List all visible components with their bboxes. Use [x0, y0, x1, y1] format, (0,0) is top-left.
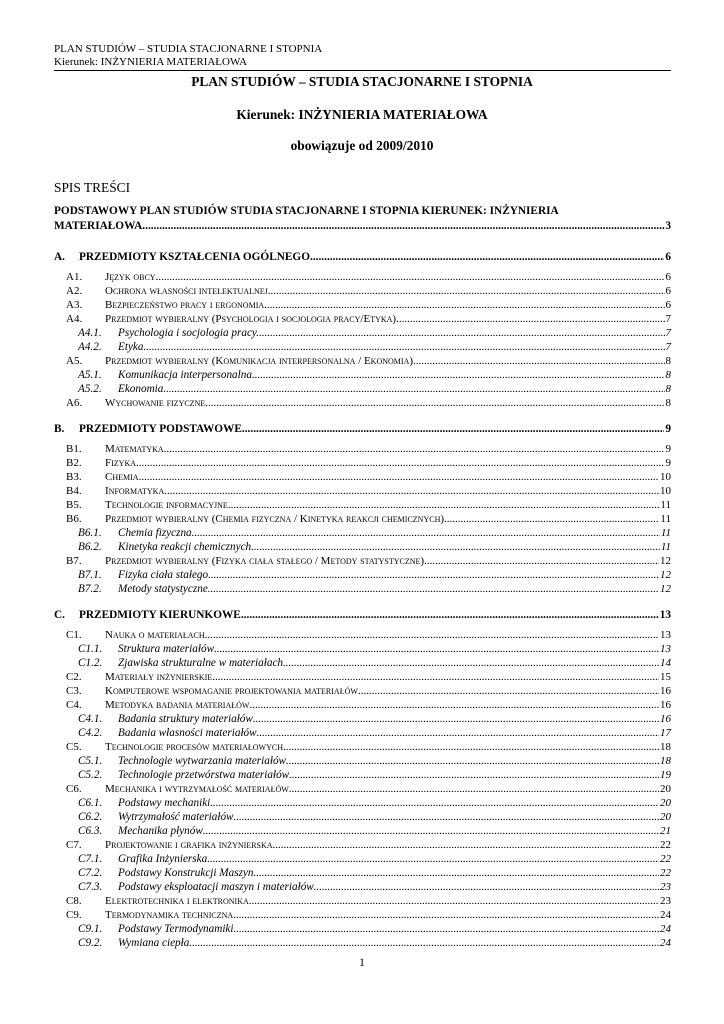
toc-entry-code: B2.: [66, 457, 82, 469]
toc-entry-code: C9.1.: [78, 923, 103, 935]
dot-leader: [208, 568, 659, 582]
toc-entry-code: C2.: [66, 671, 82, 683]
toc-entry-page: 11: [660, 541, 671, 553]
toc-entry-label: Ochrona własności intelektualnej: [105, 285, 268, 297]
toc-entry-page: 6: [665, 299, 671, 311]
toc-entry[interactable]: [54, 354, 671, 368]
toc-entry-code: C5.1.: [78, 755, 103, 767]
toc-entry-page: 9: [665, 457, 671, 469]
toc-entry-label: Zjawiska strukturalne w materiałach: [118, 657, 284, 669]
toc-entry-code: C7.2.: [78, 867, 103, 879]
dot-leader: [210, 796, 659, 810]
dot-leader: [234, 810, 660, 824]
toc-entry-page: 8: [665, 355, 671, 367]
toc-entry[interactable]: [54, 740, 671, 754]
toc-entry-plan-line1: PODSTAWOWY PLAN STUDIÓW STUDIA STACJONARNE I STOPNIA KIERUNEK: INŻYNIERIA: [54, 205, 559, 217]
toc-entry-code: A4.1.: [78, 327, 102, 339]
toc-entry[interactable]: [54, 498, 671, 512]
toc-entry-code: C4.1.: [78, 713, 103, 725]
toc-entry-plan-page: 3: [665, 220, 671, 232]
toc-entry-page: 7: [665, 327, 671, 339]
toc-entry[interactable]: [54, 554, 671, 568]
toc-entry-code: B3.: [66, 471, 82, 483]
dot-leader: [212, 670, 659, 684]
toc-entry-code: C6.3.: [78, 825, 103, 837]
toc-entry-label: Wychowanie fizyczne: [105, 397, 206, 409]
toc-entry-code: C7.3.: [78, 881, 103, 893]
toc-entry-page: 6: [665, 271, 671, 283]
toc-entry-label: Matematyka: [105, 443, 164, 455]
toc-entry-label: Nauka o materiałach: [105, 629, 205, 641]
running-header-title: PLAN STUDIÓW – STUDIA STACJONARNE I STOPNIA: [54, 43, 323, 55]
toc-entry-code: B4.: [66, 485, 82, 497]
dot-leader: [207, 852, 659, 866]
toc-entry-label: Metody statystyczne: [118, 583, 208, 595]
toc-entry-code: A4.2.: [78, 341, 102, 353]
dot-leader: [358, 684, 659, 698]
toc-entry-page: 9: [665, 423, 671, 435]
toc-entry[interactable]: [54, 326, 671, 340]
toc-entry-page: 11: [660, 499, 671, 511]
dot-leader: [249, 894, 659, 908]
dot-leader: [289, 768, 659, 782]
toc-entry-label: Termodynamika techniczna: [105, 909, 234, 921]
toc-entry-page: 14: [660, 657, 671, 669]
toc-entry-plan-line2: MATERIAŁOWA: [54, 220, 143, 232]
dot-leader: [242, 422, 664, 436]
toc-entry-label: Technologie procesów materiałowych: [105, 741, 283, 753]
toc-entry-label: Technologie informacyjne: [105, 499, 228, 511]
toc-entry-code: B6.: [66, 513, 82, 525]
toc-entry[interactable]: [54, 312, 671, 326]
toc-entry[interactable]: [54, 754, 671, 768]
toc-entry[interactable]: [54, 670, 671, 684]
dot-leader: [163, 382, 664, 396]
toc-entry[interactable]: [54, 442, 671, 456]
toc-entry[interactable]: [54, 782, 671, 796]
dot-leader: [139, 470, 659, 484]
toc-entry[interactable]: [54, 908, 671, 922]
toc-entry-code: A6.: [66, 397, 83, 409]
toc-entry-label: Przedmiot wybieralny (Psychologia i socjologia pracy/Etyka): [105, 313, 397, 325]
toc-entry-label: Przedmiot wybieralny (Chemia fizyczna / Kinetyka reakcji chemicznych): [105, 513, 445, 525]
document-validity: obowiązuje od 2009/2010: [290, 138, 434, 153]
toc-entry-label: Informatyka: [105, 485, 165, 497]
toc-entry-page: 19: [660, 769, 671, 781]
document-title: PLAN STUDIÓW – STUDIA STACJONARNE I STOPNIA: [191, 74, 533, 89]
toc-entry-page: 24: [660, 923, 671, 935]
toc-entry-label: Chemia: [105, 471, 139, 483]
toc-entry-code: B6.1.: [78, 527, 102, 539]
toc-entry-page: 12: [660, 555, 671, 567]
toc-entry-code: C.: [54, 609, 65, 621]
toc-entry-label: Kinetyka reakcji chemicznych: [118, 541, 252, 553]
dot-leader: [164, 442, 665, 456]
toc-entry-code: B7.1.: [78, 569, 102, 581]
toc-entry-label: Badania własności materiałów: [118, 727, 257, 739]
toc-entry[interactable]: [54, 838, 671, 852]
toc-entry[interactable]: [54, 642, 671, 656]
toc-entry-label: Mechanika płynów: [118, 825, 203, 837]
dot-leader: [416, 354, 665, 368]
toc-heading: SPIS TREŚCI: [54, 180, 131, 195]
toc-entry[interactable]: [54, 922, 671, 936]
toc-entry-label: PRZEDMIOTY KSZTAŁCENIA OGÓLNEGO: [79, 251, 310, 263]
toc-entry[interactable]: [54, 796, 671, 810]
toc-entry-page: 16: [660, 699, 671, 711]
toc-entry[interactable]: [54, 540, 671, 554]
toc-entry-label: Materiały inżynierskie: [105, 671, 213, 683]
toc-entry[interactable]: [54, 382, 671, 396]
toc-entry[interactable]: [54, 810, 671, 824]
toc-entry[interactable]: [54, 284, 671, 298]
toc-entry-page: 23: [660, 881, 671, 893]
toc-entry-label: Podstawy eksploatacji maszyn i materiałów: [118, 881, 314, 893]
toc-entry-page: 22: [660, 867, 671, 879]
toc-entry-label: Chemia fizyczna: [118, 527, 192, 539]
toc-entry-label: Mechanika i wytrzymałość materiałów: [105, 783, 289, 795]
toc-entry-page: 12: [660, 569, 671, 581]
toc-entry[interactable]: [54, 456, 671, 470]
dot-leader: [241, 608, 659, 622]
toc-entry[interactable]: [54, 422, 671, 436]
toc-entry[interactable]: [54, 582, 671, 596]
toc-entry-plan[interactable]: [54, 204, 671, 234]
toc-entry-label: Struktura materiałów: [118, 643, 215, 655]
toc-entry[interactable]: [54, 526, 671, 540]
toc-entry-label: Wymiana ciepła: [118, 937, 190, 949]
dot-leader: [192, 526, 660, 540]
toc-entry[interactable]: [54, 484, 671, 498]
toc-entry[interactable]: [54, 250, 671, 264]
dot-leader: [189, 936, 659, 950]
toc-entry-page: 24: [660, 937, 671, 949]
toc-entry-code: C5.2.: [78, 769, 103, 781]
toc-entry-page: 8: [665, 397, 671, 409]
toc-entry-label: Bezpieczeństwo pracy i ergonomia: [105, 299, 265, 311]
toc-entry-code: C7.1.: [78, 853, 103, 865]
toc-entry-code: C1.1.: [78, 643, 103, 655]
toc-entry-code: C1.: [66, 629, 82, 641]
toc-entry-code: C6.2.: [78, 811, 103, 823]
toc-entry-label: Podstawy Konstrukcji Maszyn: [118, 867, 254, 879]
toc-entry-code: B5.: [66, 499, 82, 511]
toc-entry-code: C6.: [66, 783, 82, 795]
toc-entry[interactable]: [54, 656, 671, 670]
toc-entry-label: Technologie wytwarzania materiałów: [118, 755, 287, 767]
dot-leader: [164, 484, 659, 498]
toc-entry-label: Komunikacja interpersonalna: [118, 369, 252, 381]
dot-leader: [234, 922, 660, 936]
toc-entry[interactable]: [54, 368, 671, 382]
toc-entry-label: Przedmiot wybieralny (Fizyka ciała stałego / Metody statystyczne): [105, 555, 425, 567]
toc-entry-page: 8: [665, 383, 671, 395]
dot-leader: [264, 298, 664, 312]
toc-entry-label: PRZEDMIOTY PODSTAWOWE: [79, 423, 242, 435]
toc-entry-code: C7.: [66, 839, 82, 851]
toc-entry-page: 7: [665, 341, 671, 353]
toc-entry[interactable]: [54, 396, 671, 410]
toc-entry-page: 8: [665, 369, 671, 381]
toc-entry-page: 24: [660, 909, 671, 921]
dot-leader: [273, 838, 659, 852]
toc-entry-code: A3.: [66, 299, 83, 311]
toc-entry-page: 6: [665, 285, 671, 297]
toc-entry-label: Badania struktury materiałów: [118, 713, 253, 725]
toc-entry-label: Język obcy: [105, 271, 156, 283]
toc-entry-page: 21: [660, 825, 671, 837]
toc-entry[interactable]: [54, 340, 671, 354]
toc-entry-code: C1.2.: [78, 657, 103, 669]
toc-entry-code: A5.1.: [78, 369, 102, 381]
toc-entry[interactable]: [54, 608, 671, 622]
dot-leader: [444, 512, 659, 526]
toc-entry[interactable]: [54, 852, 671, 866]
toc-entry-label: Wytrzymałość materiałów: [118, 811, 234, 823]
toc-entry-code: A1.: [66, 271, 83, 283]
toc-entry-page: 10: [660, 485, 671, 497]
toc-entry-page: 20: [660, 797, 671, 809]
toc-entry-page: 15: [660, 671, 671, 683]
toc-entry[interactable]: [54, 568, 671, 582]
toc-entry-page: 13: [659, 609, 671, 621]
toc-entry-label: PRZEDMIOTY KIERUNKOWE: [79, 609, 241, 621]
toc-entry[interactable]: [54, 712, 671, 726]
toc-entry[interactable]: [54, 698, 671, 712]
toc-entry-page: 9: [665, 443, 671, 455]
toc-entry[interactable]: [54, 684, 671, 698]
toc-entry-code: B7.: [66, 555, 82, 567]
toc-entry-page: 22: [660, 853, 671, 865]
toc-entry-label: Grafika Inżynierska: [118, 853, 208, 865]
toc-entry-label: Psychologia i socjologia pracy.: [118, 327, 260, 339]
dot-leader: [214, 642, 659, 656]
toc-entry-code: C6.1.: [78, 797, 103, 809]
dot-leader: [283, 740, 659, 754]
toc-entry[interactable]: [54, 470, 671, 484]
dot-leader: [205, 628, 659, 642]
toc-entry-code: A5.2.: [78, 383, 102, 395]
toc-entry-code: C5.: [66, 741, 82, 753]
toc-entry-label: Technologie przetwórstwa materiałów: [118, 769, 290, 781]
toc-entry-label: Etyka: [118, 341, 144, 353]
toc-entry-page: 20: [660, 783, 671, 795]
toc-entry[interactable]: [54, 768, 671, 782]
dot-leader: [254, 866, 660, 880]
dot-leader: [156, 270, 665, 284]
dot-leader: [205, 396, 664, 410]
dot-leader: [268, 284, 665, 298]
toc-entry-code: C4.2.: [78, 727, 103, 739]
toc-entry-label: Fizyka ciała stałego: [118, 569, 209, 581]
toc-entry[interactable]: [54, 298, 671, 312]
dot-leader: [208, 582, 659, 596]
dot-leader: [228, 498, 660, 512]
toc-entry[interactable]: [54, 880, 671, 894]
toc-entry-page: 11: [660, 513, 671, 525]
toc-entry-page: 16: [660, 713, 671, 725]
dot-leader: [286, 754, 659, 768]
toc-entry-page: 13: [660, 643, 671, 655]
toc-entry-code: A.: [54, 251, 65, 263]
toc-entry-label: Podstawy Termodynamiki: [118, 923, 234, 935]
toc-entry-page: 17: [660, 727, 671, 739]
dot-leader: [143, 340, 664, 354]
toc-entry-page: 10: [660, 471, 671, 483]
toc-entry-label: Elektrotechnika i elektronika: [105, 895, 249, 907]
toc-entry-label: Podstawy mechaniki: [118, 797, 211, 809]
toc-entry-page: 20: [660, 811, 671, 823]
toc-entry[interactable]: [54, 726, 671, 740]
toc-entry-page: 6: [665, 251, 671, 263]
toc-entry-page: 13: [660, 629, 671, 641]
dot-leader: [424, 554, 659, 568]
dot-leader: [259, 326, 664, 340]
toc-entry-label: Metodyka badania materiałów: [105, 699, 250, 711]
dot-leader: [314, 880, 659, 894]
toc-entry-page: 12: [660, 583, 671, 595]
dot-leader: [257, 726, 659, 740]
toc-entry[interactable]: [54, 936, 671, 950]
toc-entry-page: 16: [660, 685, 671, 697]
dot-leader: [283, 656, 659, 670]
toc-entry[interactable]: [54, 894, 671, 908]
toc-entry[interactable]: [54, 628, 671, 642]
toc-entry-code: C3.: [66, 685, 82, 697]
toc-entry-label: Komputerowe wspomaganie projektowania materiałów: [105, 685, 358, 697]
toc-entry-page: 22: [660, 839, 671, 851]
toc-entry-code: A5.: [66, 355, 83, 367]
toc-entry-code: B6.2.: [78, 541, 102, 553]
toc-entry-code: C9.2.: [78, 937, 103, 949]
toc-entry-code: B7.2.: [78, 583, 102, 595]
toc-entry[interactable]: [54, 866, 671, 880]
toc-entry[interactable]: [54, 512, 671, 526]
toc-entry-code: C9.: [66, 909, 82, 921]
page-number: 1: [359, 955, 365, 969]
toc-entry-code: C4.: [66, 699, 82, 711]
toc-entry-page: 18: [660, 741, 671, 753]
dot-leader: [252, 368, 665, 382]
toc-entry-page: 7: [665, 313, 671, 325]
toc-entry[interactable]: [54, 824, 671, 838]
toc-entry-code: A2.: [66, 285, 83, 297]
dot-leader: [203, 824, 659, 838]
toc-entry-code: A4.: [66, 313, 83, 325]
dot-leader: [136, 456, 664, 470]
dot-leader: [233, 908, 659, 922]
toc-entry-label: Projektowanie i grafika inżynierska: [105, 839, 273, 851]
document-kierunek: Kierunek: INŻYNIERIA MATERIAŁOWA: [236, 107, 488, 122]
dot-leader: [142, 219, 665, 234]
running-header: [54, 43, 671, 71]
toc-entry-code: C8.: [66, 895, 82, 907]
dot-leader: [396, 312, 664, 326]
toc-entry-page: 23: [660, 895, 671, 907]
toc-entry-code: B1.: [66, 443, 82, 455]
dot-leader: [310, 250, 664, 264]
running-header-kierunek: Kierunek: INŻYNIERIA MATERIAŁOWA: [54, 56, 248, 68]
dot-leader: [289, 782, 659, 796]
dot-leader: [253, 712, 659, 726]
toc-entry-label: Przedmiot wybieralny (Komunikacja interpersonalna / Ekonomia).: [105, 355, 416, 367]
toc-entry-label: Fizyka: [105, 457, 137, 469]
toc-entry[interactable]: [54, 270, 671, 284]
toc-entry-page: 18: [660, 755, 671, 767]
dot-leader: [251, 540, 660, 554]
toc-entry-page: 11: [660, 527, 671, 539]
toc-entry-code: B.: [54, 423, 65, 435]
toc-entry-label: Ekonomia: [118, 383, 164, 395]
dot-leader: [249, 698, 659, 712]
